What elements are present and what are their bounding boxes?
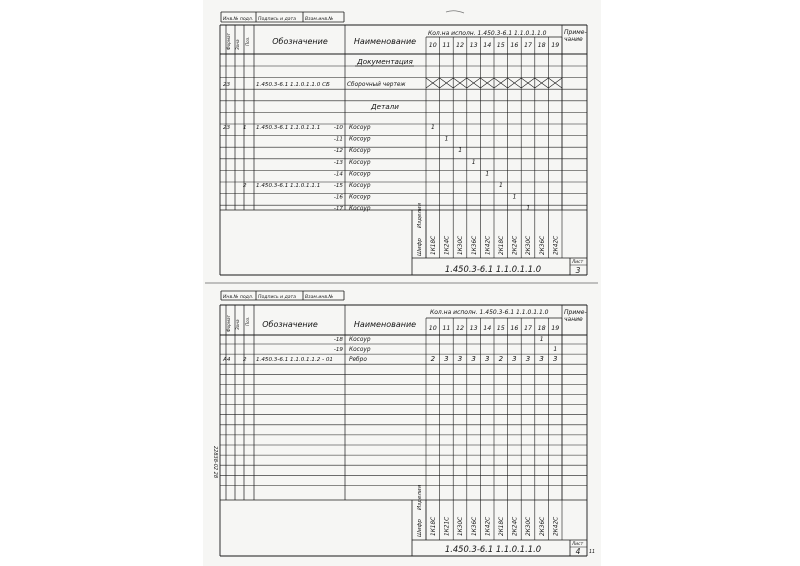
section-parts: Детали (371, 102, 399, 111)
part-suffix: -14 (333, 171, 343, 178)
header-name: Наименование (353, 37, 417, 46)
product-code: 1К21С (444, 516, 451, 536)
part-name: Косоур (349, 171, 371, 178)
strip-inv-label: Инв.№ подл. (223, 295, 254, 300)
part-qty: 1 (512, 193, 517, 201)
exec-col-10: 10 (428, 325, 437, 332)
exec-col-13: 13 (469, 325, 478, 332)
part-qty: 1 (526, 205, 531, 213)
rib-qty: 3 (484, 355, 490, 363)
exec-col-15: 15 (496, 325, 505, 332)
exec-col-14: 14 (483, 42, 492, 49)
title-block-designation: 1.450.3-6.1 1.1.0.1.1.0 (444, 264, 542, 274)
header-designation: Обозначение (272, 37, 328, 46)
product-code: 1К42С (485, 235, 492, 255)
strip-replace-label: Взам.инв.№ (305, 295, 334, 300)
exec-col-12: 12 (455, 325, 465, 332)
exec-col-11: 11 (442, 325, 451, 332)
rib-qty: 3 (512, 355, 517, 363)
part-pos: 2 (243, 357, 247, 363)
rib-qty: 3 (552, 355, 558, 363)
header-zone: Зона (235, 39, 240, 50)
exec-col-18: 18 (537, 42, 546, 49)
code-header-2: Изделия (417, 202, 423, 228)
product-code: 2К24С (512, 516, 519, 536)
part-name: Косоур (349, 337, 371, 343)
product-code: 1К18С (431, 235, 437, 255)
rib-qty: 3 (525, 355, 531, 363)
product-code: 2К30С (526, 235, 533, 255)
rib-qty: 3 (457, 355, 463, 363)
exec-col-17: 17 (523, 325, 533, 332)
exec-col-16: 16 (510, 325, 519, 332)
product-code: 1К30С (458, 235, 465, 255)
header-qty-title: Кол.на исполн. 1.450.3-6.1 1.1.0.1.1.0 (430, 309, 549, 316)
header-zone: Зона (235, 319, 240, 330)
product-code: 2К24С (512, 235, 519, 255)
exec-col-13: 13 (469, 42, 478, 49)
header-designation: Обозначение (262, 320, 318, 329)
part-format: 23 (223, 125, 231, 131)
rib-qty: 3 (539, 355, 544, 363)
strip-inv-label: Инв.№ подл. (223, 17, 254, 22)
part-pos: 2 (243, 183, 247, 189)
product-code: 2К18С (499, 516, 505, 536)
part-suffix: -10 (333, 125, 343, 131)
rib-qty: 3 (471, 355, 476, 363)
product-code: 2К42С (553, 516, 560, 536)
part-designation: 1.450.3-6.1 1.1.0.1.1.2 - 01 (256, 357, 333, 363)
code-header: Шифр (417, 238, 423, 256)
part-qty: 1 (485, 170, 490, 178)
product-code: 1К42С (485, 516, 492, 536)
margin-archive-number: 22838-02 28 (212, 446, 218, 479)
part-suffix: -17 (333, 206, 343, 213)
section-docs: Документация (357, 57, 413, 66)
exec-col-14: 14 (483, 325, 492, 332)
strip-replace-label: Взам.инв.№ (305, 17, 334, 22)
header-pos: Поз. (245, 36, 250, 46)
product-code: 2К36С (539, 235, 546, 255)
part-suffix: -15 (333, 183, 343, 189)
product-code: 1К18С (431, 516, 437, 536)
exec-col-16: 16 (510, 42, 519, 49)
header-remarks: Приме-чание (564, 29, 587, 43)
product-code: 1К36С (471, 235, 478, 255)
strip-sign-date-label: Подпись и дата (258, 295, 297, 300)
part-suffix: -11 (333, 136, 343, 143)
part-name: Косоур (349, 183, 371, 189)
exec-col-11: 11 (442, 42, 451, 49)
part-name: Косоур (349, 148, 371, 155)
part-name: Косоур (349, 194, 371, 201)
title-block-designation: 1.450.3-6.1 1.1.0.1.1.0 (444, 544, 542, 554)
part-qty: 1 (539, 336, 544, 343)
exec-col-10: 10 (428, 42, 437, 49)
rib-qty: 2 (498, 355, 504, 363)
sheet-number: 4 (575, 547, 581, 556)
doc-designation: 1.450.3-6.1 1.1.0.1.1.0 СБ (256, 82, 330, 88)
product-code: 1К24С (444, 235, 451, 255)
part-qty: 1 (444, 135, 449, 143)
product-code: 1К30С (458, 516, 465, 536)
product-code: 2К18С (499, 235, 505, 255)
doc-name: Сборочный чертеж (347, 82, 406, 88)
exec-col-18: 18 (537, 325, 546, 332)
header-pos: Поз. (245, 316, 250, 326)
part-qty: 1 (553, 346, 558, 354)
part-name: Косоур (349, 125, 371, 131)
part-name: Косоур (349, 206, 371, 213)
product-code: 2К42С (553, 235, 560, 255)
part-designation: 1.450.3-6.1 1.1.0.1.1.1 (256, 183, 321, 189)
sheet-number: 3 (575, 266, 581, 275)
part-suffix: -18 (333, 337, 343, 343)
header-format: Формат (226, 33, 231, 50)
part-format: А4 (223, 357, 231, 363)
sheet-label: Лист (572, 542, 584, 547)
part-name: Косоур (349, 347, 371, 354)
exec-col-17: 17 (523, 42, 533, 49)
part-designation: 1.450.3-6.1 1.1.0.1.1.1 (256, 125, 321, 131)
strip-sign-date-label: Подпись и дата (258, 17, 297, 22)
code-header-2: Изделия (417, 484, 423, 510)
part-pos: 1 (243, 125, 247, 131)
exec-col-19: 19 (551, 42, 560, 49)
edge-mark: 11 (589, 550, 596, 555)
code-header: Шифр (417, 519, 423, 537)
part-qty: 1 (471, 158, 476, 166)
part-suffix: -13 (333, 159, 343, 166)
doc-format: 23 (223, 82, 231, 88)
part-name: Косоур (349, 159, 371, 166)
rib-qty: 2 (430, 355, 436, 363)
header-format: Формат (226, 315, 231, 332)
header-qty-title: Кол.на исполн. 1.450.3-6.1 1.1.0.1.1.0 (428, 30, 547, 37)
exec-col-19: 19 (551, 325, 560, 332)
exec-col-12: 12 (455, 42, 465, 49)
sheet-label: Лист (572, 260, 584, 265)
header-remarks: Приме-чание (564, 309, 587, 323)
part-qty: 1 (458, 147, 463, 155)
part-suffix: -12 (333, 148, 343, 155)
part-qty: 1 (431, 124, 435, 131)
product-code: 2К30С (526, 516, 533, 536)
part-name: Ребро (349, 357, 367, 363)
part-qty: 1 (499, 182, 503, 189)
product-code: 1К36С (471, 516, 478, 536)
header-name: Наименование (353, 320, 417, 329)
product-code: 2К36С (539, 516, 546, 536)
rib-qty: 3 (444, 355, 449, 363)
part-name: Косоур (349, 136, 371, 143)
part-suffix: -19 (333, 347, 343, 354)
exec-col-15: 15 (496, 42, 505, 49)
part-suffix: -16 (333, 194, 343, 201)
